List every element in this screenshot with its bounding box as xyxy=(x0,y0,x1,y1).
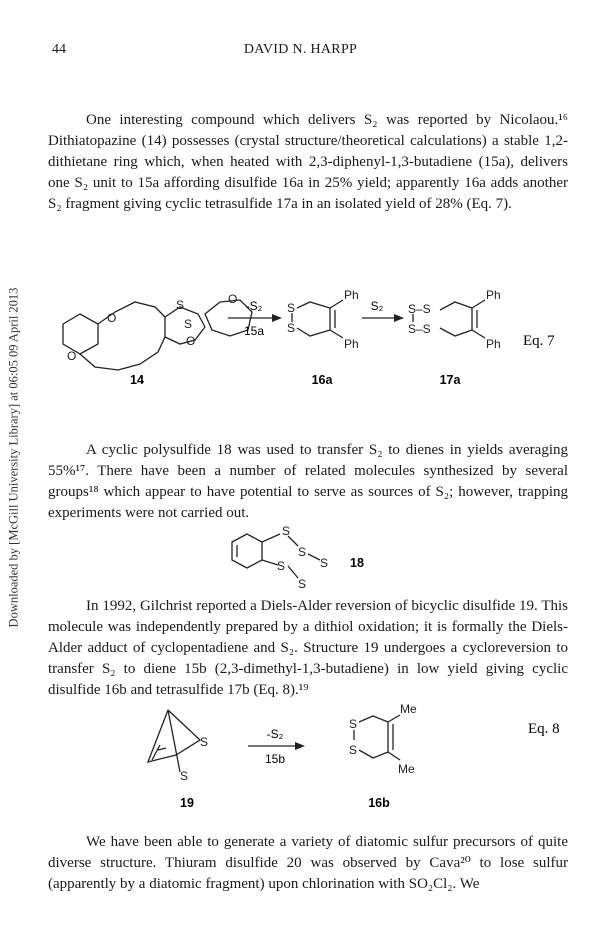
svg-text:Me: Me xyxy=(400,702,417,716)
compound-16b-label: 16b xyxy=(368,796,390,810)
paragraph-text: In 1992, Gilchrist reported a Diels-Alder reversion of bicyclic disulfide 19. This molecule was independently prepared by a dithiol oxidation; it is formally the Diels-Alder adduct of cyclopentadiene and S₂. Structure 19 undergoes a cycloreversion to transfer S₂ to diene 15b (2,3-dimethyl-1,3-butadiene) in low yield giving cyclic disulfide 16b and tetrasulfide 17b (Eq. 8).¹⁹ xyxy=(48,598,568,698)
equation-7-scheme xyxy=(40,272,580,397)
compound-14-atoms xyxy=(67,292,237,363)
svg-text:S: S xyxy=(282,524,291,538)
svg-text:S: S xyxy=(298,545,307,559)
arrow-3-substrate: 15b xyxy=(264,752,286,766)
svg-text:Ph: Ph xyxy=(486,337,501,351)
arrow-1-reagent: -S₂ xyxy=(245,299,263,313)
compound-19-atoms xyxy=(180,735,208,783)
compound-16b-structure xyxy=(354,715,400,760)
equation-8-scheme xyxy=(40,700,580,820)
compound-14-structure xyxy=(63,300,252,370)
paragraph-thiuram xyxy=(48,832,568,895)
svg-text:S–S: S–S xyxy=(408,322,431,336)
svg-text:S: S xyxy=(287,301,296,315)
svg-text:S: S xyxy=(176,298,185,312)
compound-16a-label: 16a xyxy=(311,373,333,387)
paragraph-gilchrist xyxy=(48,596,568,701)
compound-18-atoms xyxy=(277,524,328,591)
compound-16b-atoms xyxy=(349,702,417,776)
svg-text:O: O xyxy=(228,292,238,306)
compound-16a-atoms xyxy=(287,288,359,351)
reaction-arrow-2-head xyxy=(394,314,404,322)
paragraph-polysulfide xyxy=(48,440,568,524)
svg-text:S–S: S–S xyxy=(408,302,431,316)
compound-16a-structure xyxy=(292,300,343,338)
compound-18-structure xyxy=(222,520,432,592)
compound-19-structure xyxy=(148,710,200,772)
reaction-arrow-3-head xyxy=(295,742,305,750)
paragraph-text: We have been able to generate a variety of diatomic sulfur precursors of quite diverse structure. Thiuram disulfide 20 was observed by Cava²⁰ to lose sulfur (apparently by a diatomic fragment) upon chlorination with SO₂Cl₂. We xyxy=(48,834,568,892)
svg-text:Me: Me xyxy=(398,762,415,776)
paragraph-text: A cyclic polysulfide 18 was used to transfer S₂ to dienes in yields averaging 55%¹⁷. There have been a number of related molecules synthesized by several groups¹⁸ which appear to have potential to serve as sources of S₂; however, trapping experiments were not carried out. xyxy=(48,442,568,521)
running-title: DAVID N. HARPP xyxy=(243,42,358,57)
paragraph-text: One interesting compound which delivers S₂ was reported by Nicolaou.¹⁶ Dithiatopazine (14) possesses (crystal structure/theoretical calculations) a stable 1,2-dithietane ring which, when heated with 2,3-diphenyl-1,3-butadiene (15a), delivers one S₂ unit to 15a affording disulfide 16a in 25% yield; apparently 16a adds another S₂ fragment giving cyclic tetrasulfide 17a in an isolated yield of 28% (Eq. 7). xyxy=(48,112,568,212)
svg-text:Ph: Ph xyxy=(344,288,359,302)
svg-text:S: S xyxy=(349,717,358,731)
svg-text:Ph: Ph xyxy=(344,337,359,351)
svg-text:S: S xyxy=(200,735,209,749)
svg-text:Ph: Ph xyxy=(486,288,501,302)
compound-17a-label: 17a xyxy=(439,373,461,387)
arrow-1-substrate: 15a xyxy=(243,324,265,338)
svg-text:S: S xyxy=(320,556,329,570)
svg-text:S: S xyxy=(298,577,307,591)
compound-18-label: 18 xyxy=(350,556,364,570)
svg-text:O: O xyxy=(107,311,117,325)
svg-text:S: S xyxy=(287,321,296,335)
equation-7-label: Eq. 7 xyxy=(523,333,555,349)
svg-text:S: S xyxy=(184,317,193,331)
equation-8-label: Eq. 8 xyxy=(528,721,560,737)
compound-14-label: 14 xyxy=(130,373,144,387)
svg-text:O: O xyxy=(186,334,196,348)
svg-text:S: S xyxy=(349,743,358,757)
svg-text:S: S xyxy=(180,769,189,783)
reaction-arrow-1-head xyxy=(272,314,282,322)
arrow-2-reagent: S₂ xyxy=(370,299,384,313)
compound-17a-atoms xyxy=(408,288,501,351)
paragraph-nicolaou xyxy=(48,110,568,215)
page-number: 44 xyxy=(52,42,66,57)
download-notice: Downloaded by [McGill University Library] at 06:05 09 April 2013 xyxy=(6,287,21,628)
svg-text:S: S xyxy=(277,559,286,573)
compound-19-label: 19 xyxy=(180,796,194,810)
svg-text:O: O xyxy=(67,349,77,363)
arrow-3-reagent: -S₂ xyxy=(266,727,284,741)
